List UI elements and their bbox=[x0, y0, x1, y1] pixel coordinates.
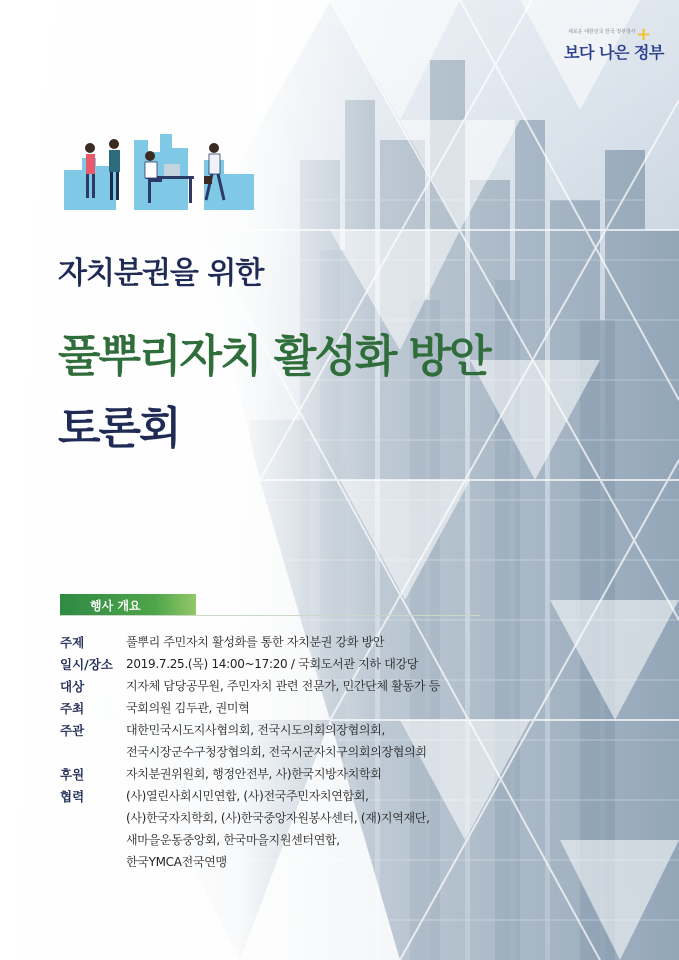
government-logo bbox=[560, 22, 664, 74]
info-label: 주제 bbox=[60, 635, 85, 650]
info-value: 한국YMCA전국연맹 bbox=[126, 855, 227, 869]
info-value: 풀뿌리 주민자치 활성화를 통한 자치분권 강화 방안 bbox=[126, 635, 385, 649]
info-label: 일시/장소 bbox=[60, 657, 113, 672]
info-label: 협력 bbox=[60, 789, 85, 804]
info-row-datetime bbox=[60, 655, 500, 677]
logo-tagline: 새로운 대한민국 한국 정부청사 bbox=[568, 29, 636, 35]
title-subtitle: 자치분권을 위한 bbox=[58, 256, 264, 291]
info-value: 국회의원 김두관, 권미혁 bbox=[126, 701, 250, 715]
info-row-cooperation-cont bbox=[60, 853, 500, 875]
info-row-sponsor bbox=[60, 765, 500, 787]
info-value: (사)한국자치학회, (사)한국중앙자원봉사센터, (재)지역재단, bbox=[126, 811, 430, 825]
info-value: 지자체 담당공무원, 주민자치 관련 전문가, 민간단체 활동가 등 bbox=[126, 679, 440, 693]
logo-wordmark: 보다 나은 정부 bbox=[564, 43, 664, 62]
info-row-target bbox=[60, 677, 500, 699]
info-value: 새마을운동중앙회, 한국마을지원센터연합, bbox=[126, 833, 340, 847]
info-row-cooperation bbox=[60, 787, 500, 809]
info-value: (사)열린사회시민연합, (사)전국주민자치연합회, bbox=[126, 789, 369, 803]
info-value: 2019.7.25.(목) 14:00~17:20 / 국회도서관 지하 대강당 bbox=[126, 657, 419, 671]
info-value: 대한민국시도지사협의회, 전국시도의회의장협의회, bbox=[126, 723, 385, 737]
section-divider bbox=[60, 615, 480, 616]
info-row-organizer-cont bbox=[60, 743, 500, 765]
info-label: 후원 bbox=[60, 767, 85, 782]
office-team-illustration bbox=[64, 130, 254, 210]
info-row-cooperation-cont bbox=[60, 809, 500, 831]
event-info-list bbox=[60, 633, 500, 875]
info-label: 대상 bbox=[60, 679, 85, 694]
title-main: 풀뿌리자치 활성화 방안 bbox=[58, 331, 490, 382]
info-label: 주관 bbox=[60, 723, 85, 738]
info-label: 주최 bbox=[60, 701, 85, 716]
event-overview-label: 행사 개요 bbox=[90, 599, 141, 613]
event-overview-tag bbox=[60, 594, 196, 616]
info-row-topic bbox=[60, 633, 500, 655]
info-row-organizer bbox=[60, 721, 500, 743]
info-row-cooperation-cont bbox=[60, 831, 500, 853]
info-value: 전국시장군수구청장협의회, 전국시군자치구의회의장협의회 bbox=[126, 745, 427, 759]
info-value: 자치분권위원회, 행정안전부, 사)한국지방자치학회 bbox=[126, 767, 382, 781]
logo-plus-icon: + bbox=[636, 24, 652, 45]
info-row-host bbox=[60, 699, 500, 721]
title-event-type: 토론회 bbox=[58, 403, 180, 454]
